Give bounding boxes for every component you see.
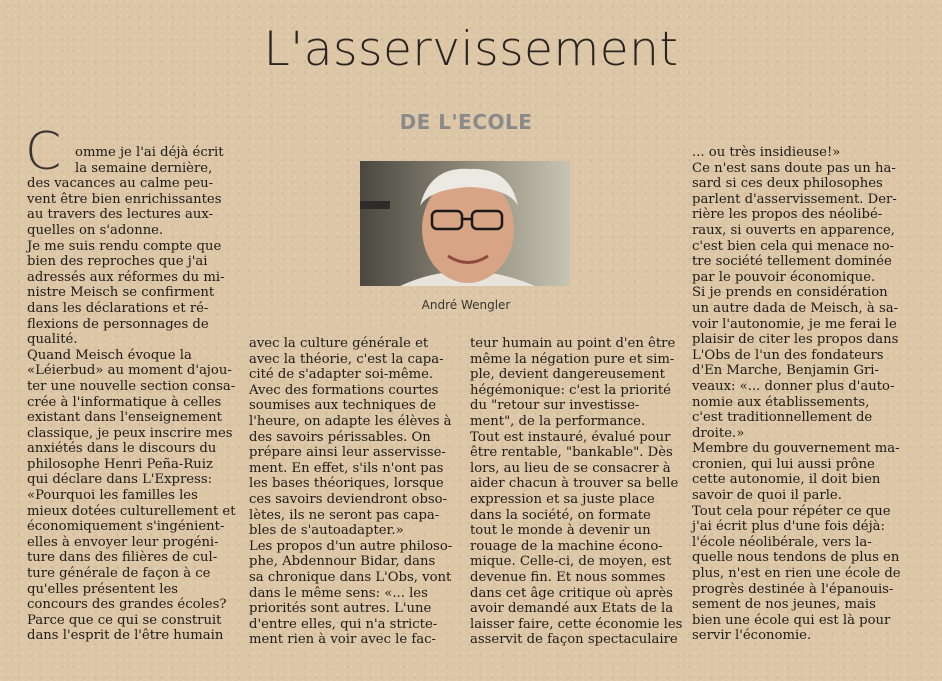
text-line: sement de nos jeunes, mais <box>692 597 876 613</box>
text-line: l'école néolibérale, vers la- <box>692 534 872 550</box>
text-line: dans l'esprit de l'être humain <box>27 628 224 644</box>
text-line: asservit de façon spectaculaire <box>470 632 678 648</box>
text-line: ces savoirs deviendront obso- <box>249 491 448 507</box>
text-line: plaisir de citer les propos dans <box>692 332 899 348</box>
text-line: lors, au lieu de se consacrer à <box>470 460 671 476</box>
text-line: adressés aux réformes du mi- <box>27 269 225 285</box>
text-line: teur humain au point d'en être <box>470 336 676 351</box>
text-line: la semaine dernière, <box>75 160 213 176</box>
text-line: du "retour sur investisse- <box>470 398 640 414</box>
text-line: elles à envoyer leur progéni- <box>27 534 219 550</box>
text-line: bles de s'autoadapter.» <box>249 523 404 539</box>
text-line: avec la culture générale et <box>249 336 429 351</box>
text-line: aider chacun à trouver sa belle <box>470 476 679 492</box>
text-line: servir l'économie. <box>692 628 812 644</box>
text-line: omme je l'ai déjà écrit <box>75 145 224 160</box>
text-line: l'heure, on adapte les élèves à <box>249 413 452 429</box>
text-line: tre société tellement dominée <box>692 254 892 270</box>
text-line: dans le même sens: «... les <box>249 585 428 601</box>
text-line: quelles on s'adonne. <box>27 222 164 238</box>
text-line: veaux: «... donner plus d'auto- <box>692 378 895 394</box>
article-title: L'asservissement <box>263 22 679 77</box>
text-line: bien une école qui est là pour <box>692 612 891 628</box>
text-line: devenue fin. Et nous sommes <box>470 569 666 585</box>
text-line: au travers des lectures aux- <box>27 207 214 223</box>
text-line: qualité. <box>27 332 78 348</box>
text-line: cité de s'adapter soi-même. <box>249 367 434 383</box>
article-subtitle: DE L'ECOLE <box>399 110 533 134</box>
text-line: bien des reproches que j'ai <box>27 254 208 270</box>
text-line: ter une nouvelle section consa- <box>27 378 236 394</box>
text-line: phe, Abdennour Bidar, dans <box>249 554 436 570</box>
text-line: être rentable, "bankable". Dès <box>470 445 673 461</box>
text-line: cronien, qui lui aussi prône <box>692 456 875 472</box>
text-line: sa chronique dans L'Obs, vont <box>249 569 452 585</box>
text-line: les bases théoriques, lorsque <box>249 476 444 492</box>
text-line: sard si ces deux philosophes <box>692 176 883 192</box>
text-line: Quand Meisch évoque la <box>27 347 192 363</box>
text-line: ple, devient dangereusement <box>470 367 665 383</box>
text-line: hégémonique: c'est la priorité <box>470 382 671 398</box>
text-line: c'est bien cela qui menace no- <box>692 238 894 254</box>
text-line: vent être bien enrichissantes <box>27 191 222 207</box>
author-portrait-image <box>360 161 570 286</box>
drop-cap: C <box>25 122 62 182</box>
text-line: Je me suis rendu compte que <box>27 238 222 254</box>
text-line: philosophe Henri Peña-Ruiz <box>27 456 213 472</box>
column-2 <box>249 336 459 648</box>
text-line: lètes, ils ne seront pas capa- <box>249 507 440 523</box>
text-line: flexions de personnages de <box>27 316 209 332</box>
text-line: voir l'autonomie, je me ferai le <box>692 316 897 332</box>
text-line: ... ou très insidieuse!» <box>692 145 841 160</box>
text-line: ture dans des filières de cul- <box>27 550 218 566</box>
column-3 <box>470 336 683 648</box>
text-line: «Pourquoi les familles les <box>27 488 198 504</box>
text-line: classique, je peux inscrire mes <box>27 425 233 441</box>
column-1 <box>27 145 237 644</box>
text-line: dans cet âge critique où après <box>470 585 673 601</box>
text-line: quelle nous tendons de plus en <box>692 550 900 566</box>
text-line: laisser faire, cette économie les <box>470 616 683 632</box>
text-line: nistre Meisch se confirment <box>27 285 215 301</box>
text-line: des vacances au calme peu- <box>27 176 214 192</box>
text-line: Membre du gouvernement ma- <box>692 441 900 457</box>
text-line: Si je prends en considération <box>692 285 888 301</box>
text-line: parlent d'asservissement. Der- <box>692 191 897 207</box>
text-line: qu'elles présentent les <box>27 581 179 597</box>
text-line: qui déclare dans L'Express: <box>27 472 213 488</box>
text-line: j'ai écrit plus d'une fois déjà: <box>692 519 885 535</box>
photo-caption: André Wengler <box>421 298 511 312</box>
text-line: anxiétés dans le discours du <box>27 441 217 457</box>
text-line: nomie aux établissements, <box>692 394 870 410</box>
text-line: économiquement s'ingénient- <box>27 519 225 535</box>
text-line: un autre dada de Meisch, à sa- <box>692 300 899 316</box>
text-line: c'est traditionnellement de <box>692 410 873 426</box>
text-line: même la négation pure et sim- <box>470 351 675 367</box>
author-photo <box>360 161 570 286</box>
text-line: ment", de la performance. <box>470 413 646 429</box>
text-line: Parce que ce qui se construit <box>27 612 222 628</box>
text-line: dans les déclarations et ré- <box>27 300 209 316</box>
text-line: tout le monde à devenir un <box>470 523 651 539</box>
text-line: des savoirs périssables. On <box>249 429 431 445</box>
text-line: Tout cela pour répéter ce que <box>692 503 891 519</box>
text-line: progrès destinée à l'épanouis- <box>692 581 894 597</box>
text-line: Tout est instauré, évalué pour <box>470 429 671 445</box>
column-4 <box>692 145 902 644</box>
text-line: avec la théorie, c'est la capa- <box>249 351 444 367</box>
text-line: «Léierbud» au moment d'ajou- <box>27 363 232 379</box>
text-line: existant dans l'enseignement <box>27 410 222 426</box>
text-line: d'En Marche, Benjamin Gri- <box>692 363 879 379</box>
text-line: expression et sa juste place <box>470 491 655 507</box>
text-line: d'entre elles, qui n'a stricte- <box>249 616 438 632</box>
text-line: par le pouvoir économique. <box>692 269 876 285</box>
text-line: prépare ainsi leur asservisse- <box>249 445 446 461</box>
text-line: dans la société, on formate <box>470 507 651 523</box>
text-line: concours des grandes écoles? <box>27 597 227 613</box>
text-line: raux, si ouverts en apparence, <box>692 222 895 238</box>
text-line: soumises aux techniques de <box>249 398 437 414</box>
text-line: crée à l'informatique à celles <box>27 394 222 410</box>
text-line: avoir demandé aux Etats de la <box>470 601 674 617</box>
text-line: mieux dotées culturellement et <box>27 503 236 519</box>
text-line: priorités sont autres. L'une <box>249 601 432 617</box>
text-line: mique. Celle-ci, de moyen, est <box>470 554 672 570</box>
text-line: Ce n'est sans doute pas un ha- <box>692 160 896 176</box>
text-line: Les propos d'un autre philoso- <box>249 538 453 554</box>
text-line: L'Obs de l'un des fondateurs <box>692 347 884 363</box>
text-line: ment. En effet, s'ils n'ont pas <box>249 460 444 476</box>
text-line: ture générale de façon à ce <box>27 566 211 582</box>
text-line: plus, n'est en rien une école de <box>692 566 901 582</box>
text-line: Avec des formations courtes <box>249 382 439 398</box>
text-line: savoir de quoi il parle. <box>692 488 842 504</box>
text-line: cette autonomie, il doit bien <box>692 472 881 488</box>
text-line: rière les propos des néolibé- <box>692 207 883 223</box>
text-line: ment rien à voir avec le fac- <box>249 632 436 648</box>
text-line: rouage de la machine écono- <box>470 538 663 554</box>
text-line: droite.» <box>692 425 745 441</box>
